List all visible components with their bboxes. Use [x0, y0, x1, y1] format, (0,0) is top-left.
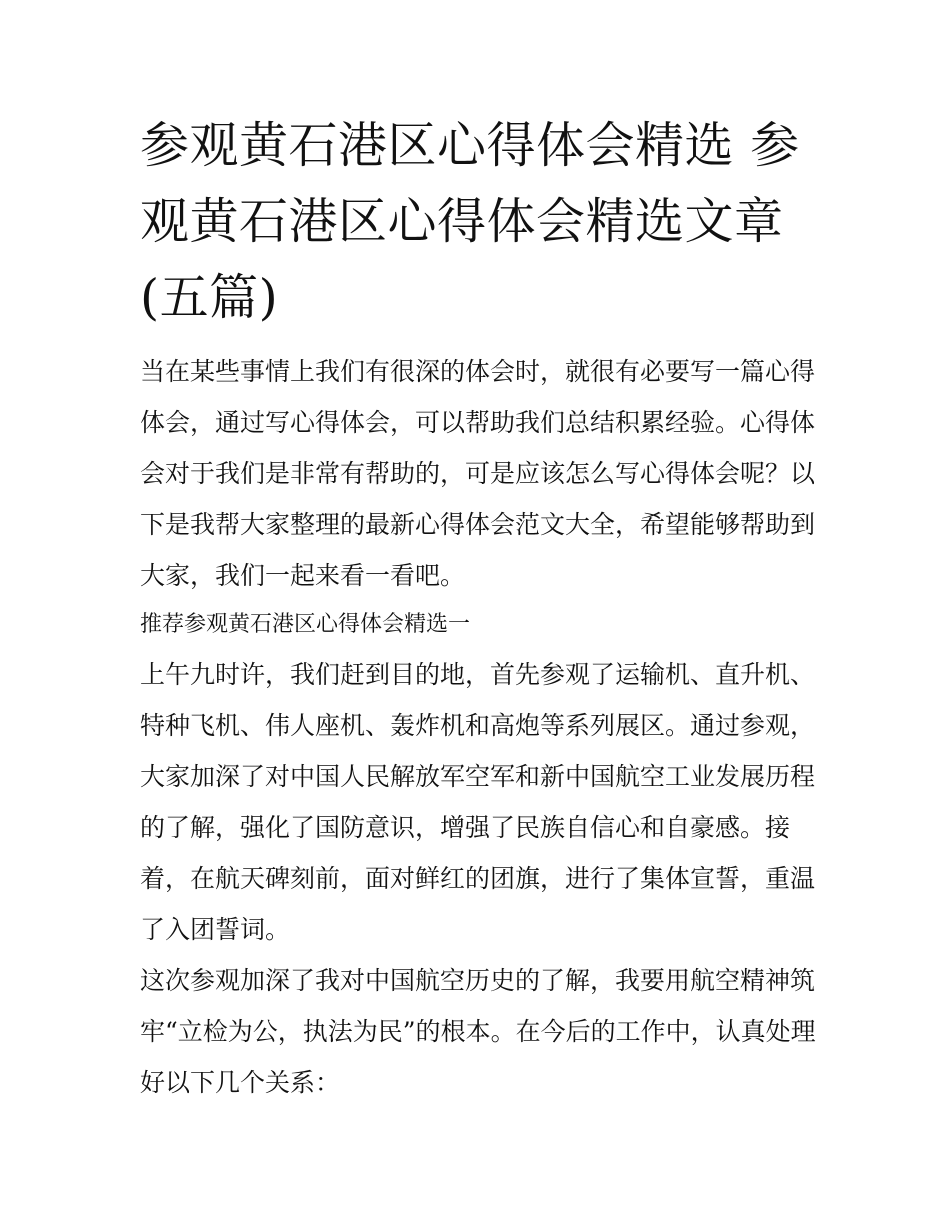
document-page [140, 108, 816, 1108]
intro-paragraph: 当在某些事情上我们有很深的体会时，就很有必要写一篇心得体会，通过写心得体会，可以帮助我们总结积累经验。心得体会对于我们是非常有帮助的，可是应该怎么写心得体会呢？以下是我帮大家整理的最新心得体会范文大全，希望能够帮助到大家，我们一起来看一看吧。 [140, 357, 816, 590]
document-title: 参观黄石港区心得体会精选 参观黄石港区心得体会精选文章(五篇) [140, 117, 800, 326]
body-paragraph: 上午九时许，我们赶到目的地，首先参观了运输机、直升机、特种飞机、伟人座机、轰炸机和高炮等系列展区。通过参观，大家加深了对中国人民解放军空军和新中国航空工业发展历程的了解，强化了国防意识，增强了民族自信心和自豪感。接着，在航天碑刻前，面对鲜红的团旗，进行了集体宣誓，重温了入团誓词。 [140, 660, 816, 944]
section-heading: 推荐参观黄石港区心得体会精选一 [140, 612, 471, 637]
body-paragraph: 这次参观加深了我对中国航空历史的了解，我要用航空精神筑牢“立检为公，执法为民”的根本。在今后的工作中，认真处理好以下几个关系： [140, 966, 816, 1097]
